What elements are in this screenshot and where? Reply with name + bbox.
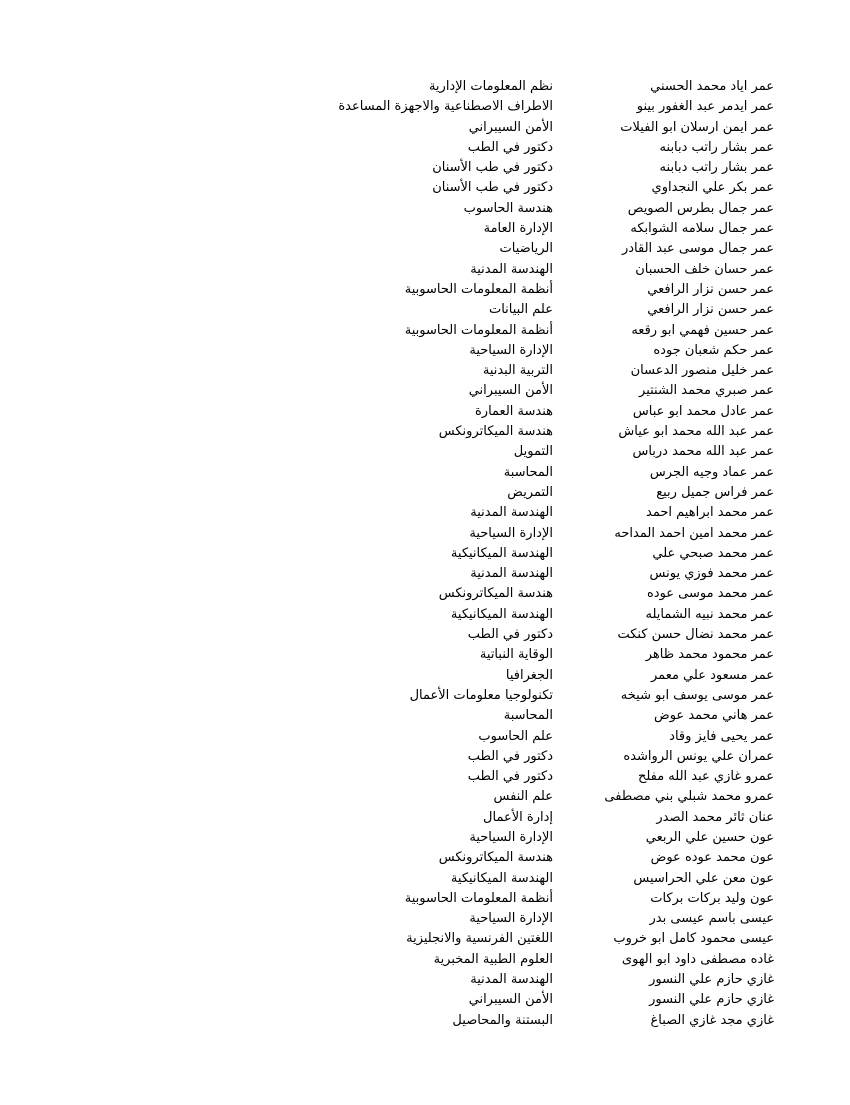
list-item: [0, 787, 850, 807]
list-item: [0, 178, 850, 198]
list-item: [0, 706, 850, 726]
student-name: عمر حسن نزار الرافعي: [647, 281, 774, 297]
student-name: عمر عماد وجيه الجرس: [649, 464, 774, 480]
list-item: [0, 463, 850, 483]
student-name: عمر محمد موسى عوده: [646, 586, 774, 602]
list-item: [0, 544, 850, 564]
student-name: عمرو غازي عبد الله مفلح: [637, 769, 774, 785]
student-name: غازي حازم علي النسور: [649, 992, 774, 1008]
student-major: الإدارة السياحية: [469, 525, 553, 541]
list-item: [0, 686, 850, 706]
list-item: [0, 483, 850, 503]
student-major: الهندسة الميكانيكية: [450, 545, 553, 561]
student-name: عمر خليل منصور الدعسان: [630, 363, 774, 379]
student-list: [0, 77, 850, 1031]
list-item: [0, 138, 850, 158]
student-name: عمر محمد فوزي يونس: [649, 566, 774, 582]
list-item: [0, 747, 850, 767]
student-major: نظم المعلومات الإدارية: [428, 79, 553, 94]
list-item: [0, 422, 850, 442]
list-item: [0, 625, 850, 645]
student-name: عمر حكم شعبان جوده: [653, 342, 774, 358]
student-major: هندسة الميكاترونكس: [438, 586, 553, 602]
student-name: عون حسين علي الربعي: [645, 829, 774, 845]
student-name: عمر بكر علي النجداوي: [651, 180, 774, 196]
student-name: عمر حسن نزار الرافعي: [647, 302, 774, 318]
student-major: دكتور في الطب: [467, 627, 553, 643]
list-item: [0, 605, 850, 625]
student-major: الهندسة المدنية: [470, 261, 553, 277]
list-item: [0, 950, 850, 970]
student-name: عمر جمال سلامه الشوابكه: [630, 221, 774, 237]
list-item: [0, 381, 850, 401]
student-name: عون معن علي الحراسيس: [633, 870, 774, 886]
list-item: [0, 808, 850, 828]
student-name: عمر هاني محمد عوض: [654, 708, 774, 724]
student-major: الإدارة السياحية: [469, 911, 553, 927]
student-major: أنظمة المعلومات الحاسوبية: [404, 322, 553, 338]
list-item: [0, 260, 850, 280]
list-item: [0, 584, 850, 604]
student-major: دكتور في طب الأسنان: [432, 160, 553, 176]
student-major: الجغرافيا: [505, 667, 553, 683]
student-major: هندسة الميكاترونكس: [438, 850, 553, 866]
student-name: عمر عادل محمد ابو عباس: [632, 403, 774, 419]
student-name: عمر محمد ابراهيم احمد: [646, 505, 774, 521]
student-major: هندسة العمارة: [474, 403, 553, 419]
student-name: عمر جمال موسى عبد القادر: [621, 241, 774, 257]
list-item: [0, 727, 850, 747]
student-major: الإدارة السياحية: [469, 342, 553, 358]
student-major: هندسة الحاسوب: [463, 200, 553, 216]
student-name: عمر بشار راتب دبابنه: [659, 139, 774, 155]
list-item: [0, 990, 850, 1010]
student-name: عمر موسى يوسف ابو شيخه: [620, 687, 774, 703]
student-name: عمر بشار راتب دبابنه: [659, 160, 774, 176]
student-major: الهندسة المدنية: [470, 505, 553, 521]
student-name: عون محمد عوده عوض: [650, 850, 774, 866]
student-name: غازي مجد غازي الصباغ: [650, 1012, 774, 1028]
list-item: [0, 280, 850, 300]
student-name: عمر حسان خلف الحسبان: [635, 261, 774, 277]
student-major: الوقاية النباتية: [479, 647, 553, 663]
student-major: دكتور في طب الأسنان: [432, 180, 553, 196]
student-name: عيسى محمود كامل ابو خروب: [613, 931, 774, 947]
student-name: عمر جمال بطرس الصويص: [627, 200, 774, 216]
list-item: [0, 869, 850, 889]
list-item: [0, 300, 850, 320]
list-item: [0, 402, 850, 422]
student-major: علم البيانات: [488, 302, 553, 318]
list-item: [0, 970, 850, 990]
student-major: الإدارة العامة: [483, 221, 553, 237]
student-name: عمر ايمن ارسلان ابو الفيلات: [620, 119, 774, 135]
student-major: الإدارة السياحية: [469, 829, 553, 845]
student-major: التربية البدنية: [482, 363, 553, 379]
student-name: عمر محمد نبيه الشمايله: [645, 606, 774, 622]
student-major: الهندسة الميكانيكية: [450, 606, 553, 622]
student-major: الأمن السيبراني: [468, 119, 553, 135]
student-name: عمر عبد الله محمد ابو عياش: [618, 424, 774, 440]
student-name: عون وليد بركات بركات: [650, 890, 774, 906]
student-major: أنظمة المعلومات الحاسوبية: [404, 890, 553, 906]
student-major: تكنولوجيا معلومات الأعمال: [409, 687, 553, 703]
student-major: الهندسة المدنية: [470, 566, 553, 582]
student-major: اللغتين الفرنسية والانجليزية: [406, 931, 553, 947]
student-major: دكتور في الطب: [467, 769, 553, 785]
list-item: [0, 848, 850, 868]
student-name: عمر محمد صبحي علي: [652, 545, 774, 561]
student-major: دكتور في الطب: [467, 748, 553, 764]
list-item: [0, 929, 850, 949]
list-item: [0, 889, 850, 909]
student-major: البستنة والمحاصيل: [452, 1012, 553, 1028]
student-name: عمر محمد امين احمد المداحه: [614, 525, 774, 541]
student-major: الهندسة المدنية: [470, 972, 553, 988]
student-major: أنظمة المعلومات الحاسوبية: [404, 281, 553, 297]
student-name: عمر حسين فهمي ابو رقعه: [631, 322, 774, 338]
student-name: عمر محمد نضال حسن كنكت: [617, 627, 774, 643]
list-item: [0, 158, 850, 178]
list-item: [0, 341, 850, 361]
student-name: غاده مصطفى داود ابو الهوى: [621, 951, 774, 967]
student-name: عمر عبد الله محمد درباس: [632, 444, 774, 460]
student-major: الرياضيات: [499, 241, 553, 257]
list-item: [0, 239, 850, 259]
list-item: [0, 97, 850, 117]
student-name: عمر اياد محمد الحسني: [650, 79, 774, 94]
list-item: [0, 666, 850, 686]
list-item: [0, 503, 850, 523]
student-major: التمريض: [507, 484, 553, 500]
student-name: عمرو محمد شبلي بني مصطفى: [604, 789, 774, 805]
student-major: التمويل: [513, 444, 553, 460]
student-name: عمر ايدمر عبد الغفور بينو: [636, 99, 774, 115]
list-item: [0, 219, 850, 239]
student-major: المحاسبة: [503, 708, 553, 724]
student-major: إدارة الأعمال: [483, 809, 553, 825]
list-item: [0, 1011, 850, 1031]
student-name: عمر صبري محمد الشنتير: [639, 383, 774, 399]
list-item: [0, 442, 850, 462]
list-item: [0, 118, 850, 138]
student-name: عمران علي يونس الرواشده: [623, 748, 774, 764]
student-name: عمر يحيى فايز وقاد: [669, 728, 774, 744]
student-major: الأمن السيبراني: [468, 383, 553, 399]
list-item: [0, 361, 850, 381]
student-major: الاطراف الاصطناعية والاجهزة المساعدة: [338, 99, 553, 115]
student-major: المحاسبة: [503, 464, 553, 480]
list-item: [0, 199, 850, 219]
student-major: هندسة الميكاترونكس: [438, 424, 553, 440]
list-item: [0, 564, 850, 584]
student-major: علم الحاسوب: [478, 728, 553, 744]
student-name: عمر محمود محمد ظاهر: [645, 647, 774, 663]
list-item: [0, 828, 850, 848]
student-major: دكتور في الطب: [467, 139, 553, 155]
student-name: عنان ثائر محمد الصدر: [656, 809, 774, 825]
list-item: [0, 909, 850, 929]
student-major: العلوم الطبية المخبرية: [433, 951, 553, 967]
student-major: الهندسة الميكانيكية: [450, 870, 553, 886]
list-item: [0, 321, 850, 341]
student-name: عيسى باسم عيسى بدر: [649, 911, 774, 927]
list-item: [0, 645, 850, 665]
student-major: الأمن السيبراني: [468, 992, 553, 1008]
student-name: عمر مسعود علي معمر: [651, 667, 774, 683]
list-item: [0, 524, 850, 544]
list-item: [0, 77, 850, 97]
student-major: علم النفس: [493, 789, 553, 805]
list-item: [0, 767, 850, 787]
student-name: عمر فراس جميل ربيع: [656, 484, 774, 500]
student-name: غازي حازم علي النسور: [649, 972, 774, 988]
